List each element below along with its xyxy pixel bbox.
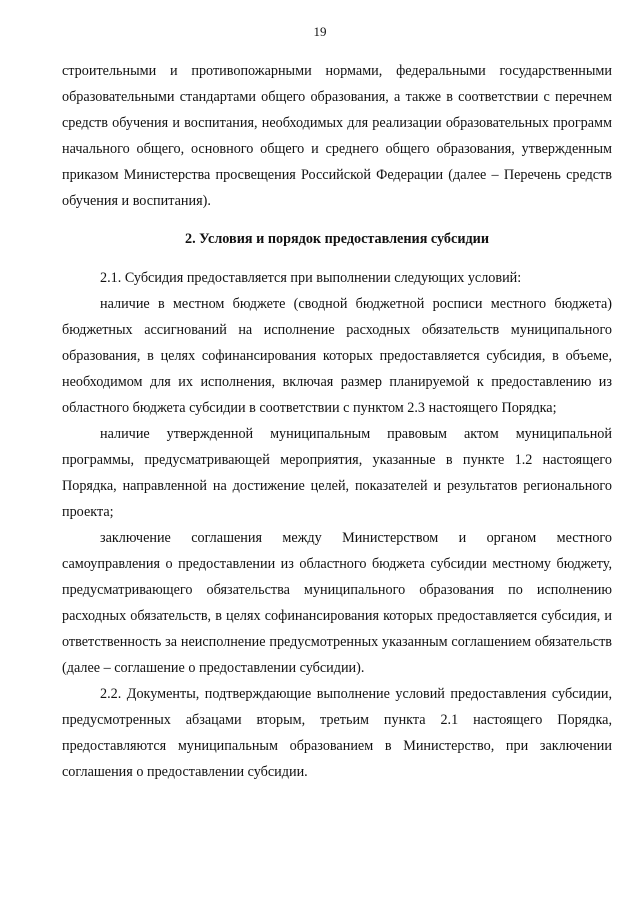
section-heading: 2. Условия и порядок предоставления субсидии [184, 231, 490, 247]
paragraph-budget-allocation: наличие в местном бюджете (сводной бюджетной росписи местного бюджета) бюджетных ассигнований на исполнение расходных обязательств муниципального образования, в целях софинансирования которых предоставляется субсидия, в объеме, необходимом для их исполнения, включая размер планируемой к предоставлению из областного бюджета субсидии в соответствии с пунктом 2.3 настоящего Порядка; [62, 296, 612, 416]
document-body [62, 58, 612, 785]
paragraph-2-1: 2.1. Субсидия предоставляется при выполнении следующих условий: [100, 270, 522, 286]
paragraph-municipal-program: наличие утвержденной муниципальным правовым актом муниципальной программы, предусматривающей мероприятия, указанные в пункте 1.2 настоящего Порядка, направленной на достижение целей, показателей и результатов регионального проекта; [62, 426, 612, 520]
paragraph-agreement: заключение соглашения между Министерством и органом местного самоуправления о предоставлении из областного бюджета субсидии местному бюджету, предусматривающего обязательства муниципального образования по исполнению расходных обязательств, в целях софинансирования которых предоставляется субсидия, и ответственность за неисполнение предусмотренных указанным соглашением обязательств (далее – соглашение о предоставлении субсидии). [62, 530, 612, 676]
intro-paragraph: строительными и противопожарными нормами, федеральными государственными образовательными стандартами общего образования, а также в соответствии с перечнем средств обучения и воспитания, необходимых для реализации образовательных программ начального общего, основного общего и среднего общего образования, утвержденным приказом Министерства просвещения Российской Федерации (далее – Перечень средств обучения и воспитания). [62, 63, 612, 209]
page-number: 19 [313, 24, 327, 39]
paragraph-2-2: 2.2. Документы, подтверждающие выполнение условий предоставления субсидии, предусмотренных абзацами вторым, третьим пункта 2.1 настоящего Порядка, предоставляются муниципальным образованием в Министерство, при заключении соглашения о предоставлении субсидии. [62, 686, 612, 780]
